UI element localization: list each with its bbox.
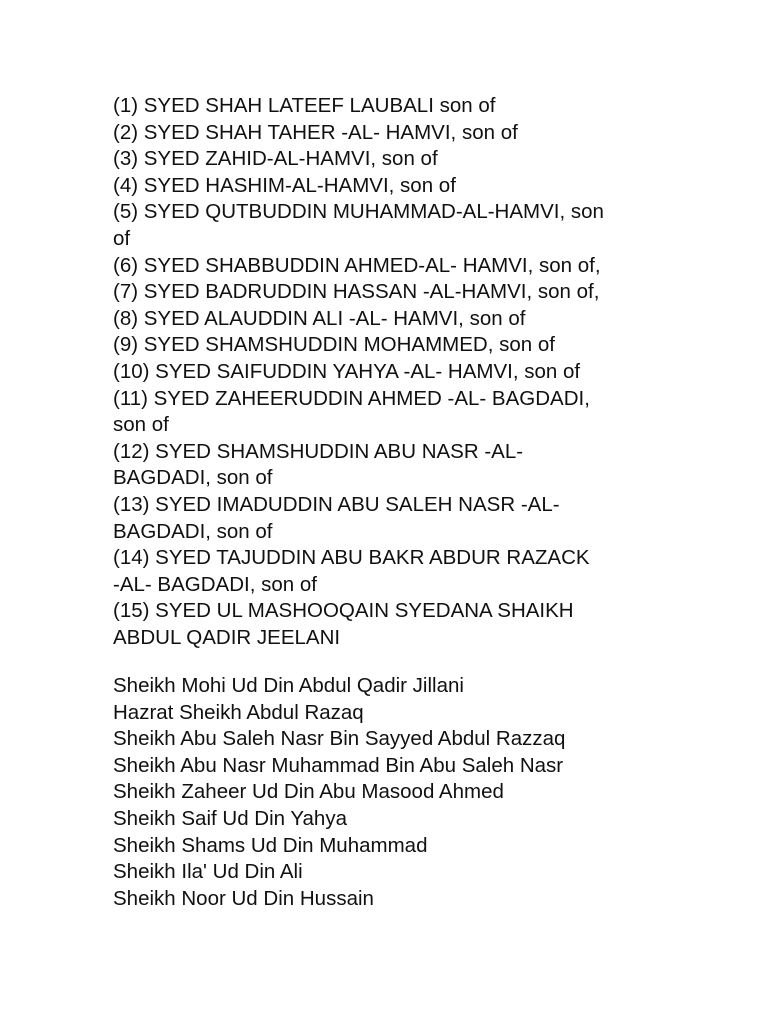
lineage-line: (14) SYED TAJUDDIN ABU BAKR ABDUR RAZACK bbox=[113, 546, 590, 570]
lineage-line: of bbox=[113, 226, 131, 250]
lineage-line: (5) SYED QUTBUDDIN MUHAMMAD-AL-HAMVI, son bbox=[113, 200, 604, 224]
sheikh-line: Sheikh Abu Saleh Nasr Bin Sayyed Abdul Razzaq bbox=[113, 727, 566, 751]
lineage-line: BAGDADI, son of bbox=[113, 466, 273, 490]
lineage-line: (10) SYED SAIFUDDIN YAHYA -AL- HAMVI, son of bbox=[113, 359, 581, 383]
lineage-line: (2) SYED SHAH TAHER -AL- HAMVI, son of bbox=[113, 120, 518, 144]
lineage-line: ABDUL QADIR JEELANI bbox=[113, 625, 341, 649]
lineage-line: (13) SYED IMADUDDIN ABU SALEH NASR -AL- bbox=[113, 492, 560, 516]
sheikh-line: Sheikh Ila' Ud Din Ali bbox=[113, 860, 303, 884]
lineage-line: (4) SYED HASHIM-AL-HAMVI, son of bbox=[113, 173, 456, 197]
lineage-line: (3) SYED ZAHID-AL-HAMVI, son of bbox=[113, 147, 438, 171]
lineage-line: son of bbox=[113, 413, 169, 437]
lineage-list bbox=[113, 93, 673, 651]
lineage-line: (15) SYED UL MASHOOQAIN SYEDANA SHAIKH bbox=[113, 599, 574, 623]
lineage-line: (9) SYED SHAMSHUDDIN MOHAMMED, son of bbox=[113, 333, 555, 357]
sheikh-line: Sheikh Zaheer Ud Din Abu Masood Ahmed bbox=[113, 780, 504, 804]
sheikh-line: Sheikh Mohi Ud Din Abdul Qadir Jillani bbox=[113, 674, 464, 697]
lineage-line: (1) SYED SHAH LATEEF LAUBALI son of bbox=[113, 94, 496, 117]
lineage-line: BAGDADI, son of bbox=[113, 519, 273, 543]
sheikh-line: Sheikh Shams Ud Din Muhammad bbox=[113, 833, 428, 857]
sheikh-line: Sheikh Noor Ud Din Hussain bbox=[113, 886, 374, 910]
lineage-line: (6) SYED SHABBUDDIN AHMED-AL- HAMVI, son of, bbox=[113, 253, 601, 277]
lineage-line: -AL- BAGDADI, son of bbox=[113, 572, 317, 596]
lineage-line: (8) SYED ALAUDDIN ALI -AL- HAMVI, son of bbox=[113, 306, 526, 330]
sheikh-line: Sheikh Saif Ud Din Yahya bbox=[113, 806, 347, 830]
sheikh-line: Hazrat Sheikh Abdul Razaq bbox=[113, 700, 364, 724]
sheikh-line: Sheikh Abu Nasr Muhammad Bin Abu Saleh Nasr bbox=[113, 753, 564, 777]
sheikh-list bbox=[113, 673, 673, 912]
lineage-line: (12) SYED SHAMSHUDDIN ABU NASR -AL- bbox=[113, 439, 524, 463]
lineage-line: (11) SYED ZAHEERUDDIN AHMED -AL- BAGDADI, bbox=[113, 386, 590, 410]
lineage-line: (7) SYED BADRUDDIN HASSAN -AL-HAMVI, son of, bbox=[113, 280, 600, 304]
